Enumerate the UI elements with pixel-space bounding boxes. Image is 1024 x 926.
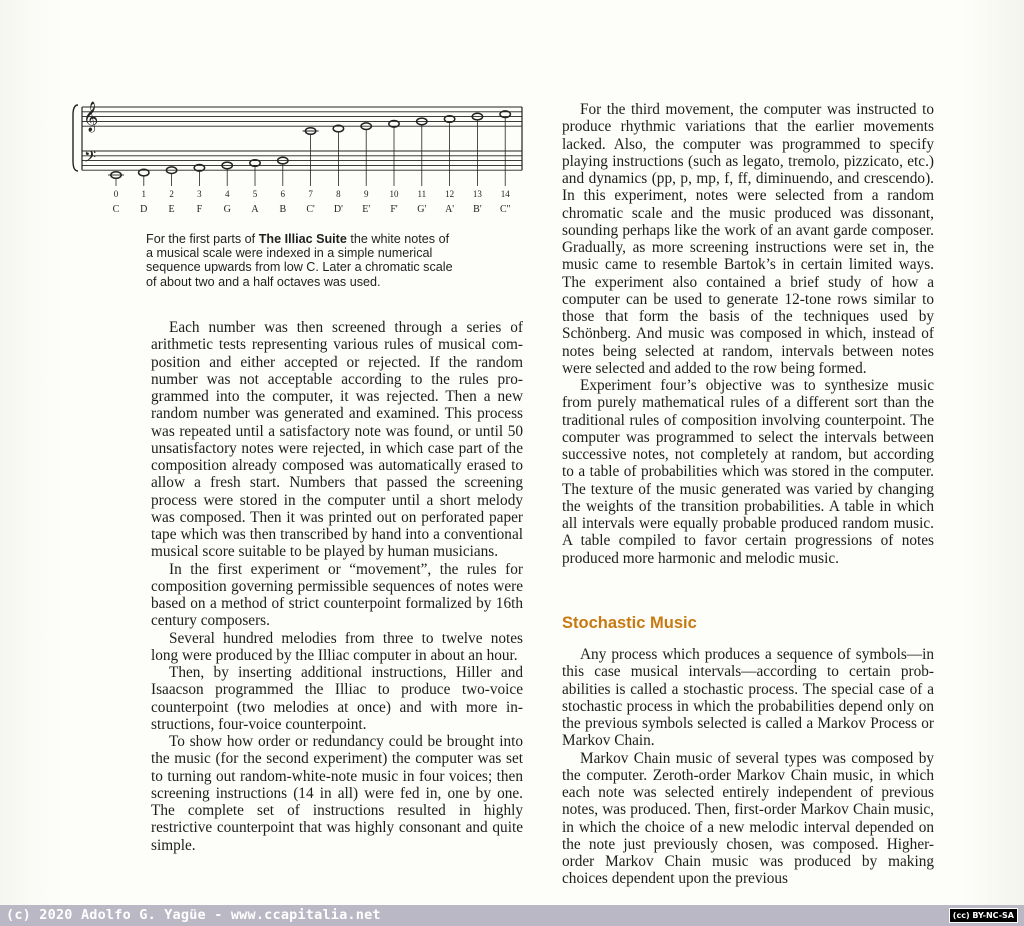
scale-index-number: 6 [280,189,286,199]
scale-index-number: 14 [500,189,510,199]
paragraph: Several hundred melodies from three to twelve notes long were produced by the Illiac computer in about an hour. [151,629,523,664]
scale-note-letter: A [251,204,259,215]
scale-note-letter: D [140,204,148,215]
scale-index-number: 12 [445,189,455,199]
scale-note-letter: D' [333,204,343,215]
left-column [151,319,523,854]
scale-index-number: 7 [308,189,313,199]
scale-index-number: 3 [197,189,202,199]
paragraph: Markov Chain music of several types was composed by the computer. Zeroth-order Markov Chain music, in which each note was selected entirely independent of previous notes, was produced. Then, first-order Markov Chain music, in which the choice of a new melodic interval depended on the note just previously chosen, was composed. Higher-order Markov Chain music was produced by making choices dependent upon the previous [562,749,934,888]
scale-note-letter: A' [445,204,455,215]
paragraph: To show how order or redundancy could be brought into the music (for the second experiment) the computer was set to turning out random-white-note music in four voices; then screening instructions (14 in all) were fed in, one by one. The complete set of instructions resulted in highly restrictive counterpoint that was highly consonant and quite simple. [151,733,523,854]
scale-index-number: 4 [224,189,230,199]
caption-text-pre: For the first parts of [146,232,259,246]
license-badge: (cc) BY-NC-SA [949,908,1018,923]
staff-brace [73,105,78,171]
treble-clef: 𝄞 [83,102,99,132]
scale-note-letter: B [279,204,287,215]
scale-note-letter: E' [362,204,371,215]
scale-index-number: 13 [472,189,482,199]
scale-index-number: 2 [169,189,174,199]
scale-note-letter: C' [306,204,315,215]
paragraph: Any process which produces a sequence of symbols—in this case musical intervals—according to certain probabilities is called a stochastic process. The special case of a stochastic process in which the probabilities depend only on the previous symbols selected is called a Markov Process or Markov Chain. [562,646,934,750]
scale-index-number: 9 [363,189,369,199]
copyright-credit: (c) 2020 Adolfo G. Yagüe - www.ccapitalia.net [6,907,381,923]
scale-note-letter: G [223,204,231,215]
paragraph: Each number was then screened through a series of arithmetic tests representing various rules of musical composition and either accepted or rejected. If the random number was not acceptable according to the rules programmed into the computer, it was rejected. Then a new random number was generated and examined. This process was repeated until a satisfactory note was found, or until 50 unsatisfactory notes were rejected, in which case part of the composition already composed was automatically erased to allow a fresh start. Numbers that passed the screening process were stored in the computer until a short melody was composed. Then it was printed out on perforated paper tape which was then transcribed by hand into a conventional musical score suitable to be played by human musicians. [151,319,523,561]
scale-index-number: 1 [141,189,147,199]
right-column [562,101,934,567]
scale-note-letter: F' [390,204,398,215]
caption-title-illiac-suite: The Illiac Suite [258,232,347,246]
scale-index-number: 8 [336,189,341,199]
caption-text-post: the white notes of a musical scale were indexed in a simple numerical sequence upwards from low C. Later a chromatic scale of about two and a half octaves was used. [146,232,453,289]
section-heading: Stochastic Music [562,614,697,632]
scale-index-figure [72,95,528,220]
footer-bar [0,905,1024,926]
scale-index-number: 5 [252,189,258,199]
paragraph: Then, by inserting additional instructions, Hiller and Isaacson programmed the Illiac to produce two-voice counterpoint (two melodies at once) and with more instructions, four-voice counterpoint. [151,664,523,733]
bass-clef: 𝄢 [84,148,97,170]
paragraph: For the third movement, the computer was instructed to produce rhythmic variations that the earlier movements lacked. Also, the computer was programmed to specify playing instructions (such as legato, tremolo, pizzicato, etc.) and dynamics (pp, p, mp, f, ff, diminuendo, and crescendo). In this experiment, notes were selected from a random chromatic scale and the music produced was dissonant, sounding perhaps like the work of an avant garde composer. Gradually, as more screening instructions were set in, the music came to resemble Bartok’s in certain limited ways. The experiment also contained a brief study of how a computer can be used to generate 12-tone rows similar to those that form the basis of the techniques used by Schönberg. And music was composed in which, instead of notes being selected at random, intervals between notes were selected and added to the row being formed. [562,101,934,377]
scale-index-number: 11 [417,189,427,199]
scale-note-letter: C [112,204,120,215]
paragraph: Experiment four’s objective was to synthesize music from purely mathematical rules of a different sort than the traditional rules of composition involving counterpoint. The computer was programmed to select the intervals between successive notes, not completely at random, but according to a table of probabilities which was stored in the computer. The texture of the music generated was varied by changing the weights of the transition probabilities. A table in which all intervals were equally probable produced random music. A table compiled to favor certain progressions of notes produced more harmonic and melodic music. [562,377,934,567]
scale-note-letter: E [168,204,175,215]
scale-index-number: 10 [389,189,399,199]
scale-note-letter: C'' [500,204,511,215]
scale-note-letter: G' [417,204,427,215]
stochastic-section [562,646,934,888]
scale-note-letter: B' [473,204,482,215]
scale-note-letter: F [196,204,203,215]
scale-index-number: 0 [113,189,119,199]
paragraph: In the first experiment or “movement”, the rules for composition governing permissible sequences of notes were based on a method of strict counterpoint formalized by 16th century composers. [151,560,523,630]
figure-caption [146,232,456,289]
